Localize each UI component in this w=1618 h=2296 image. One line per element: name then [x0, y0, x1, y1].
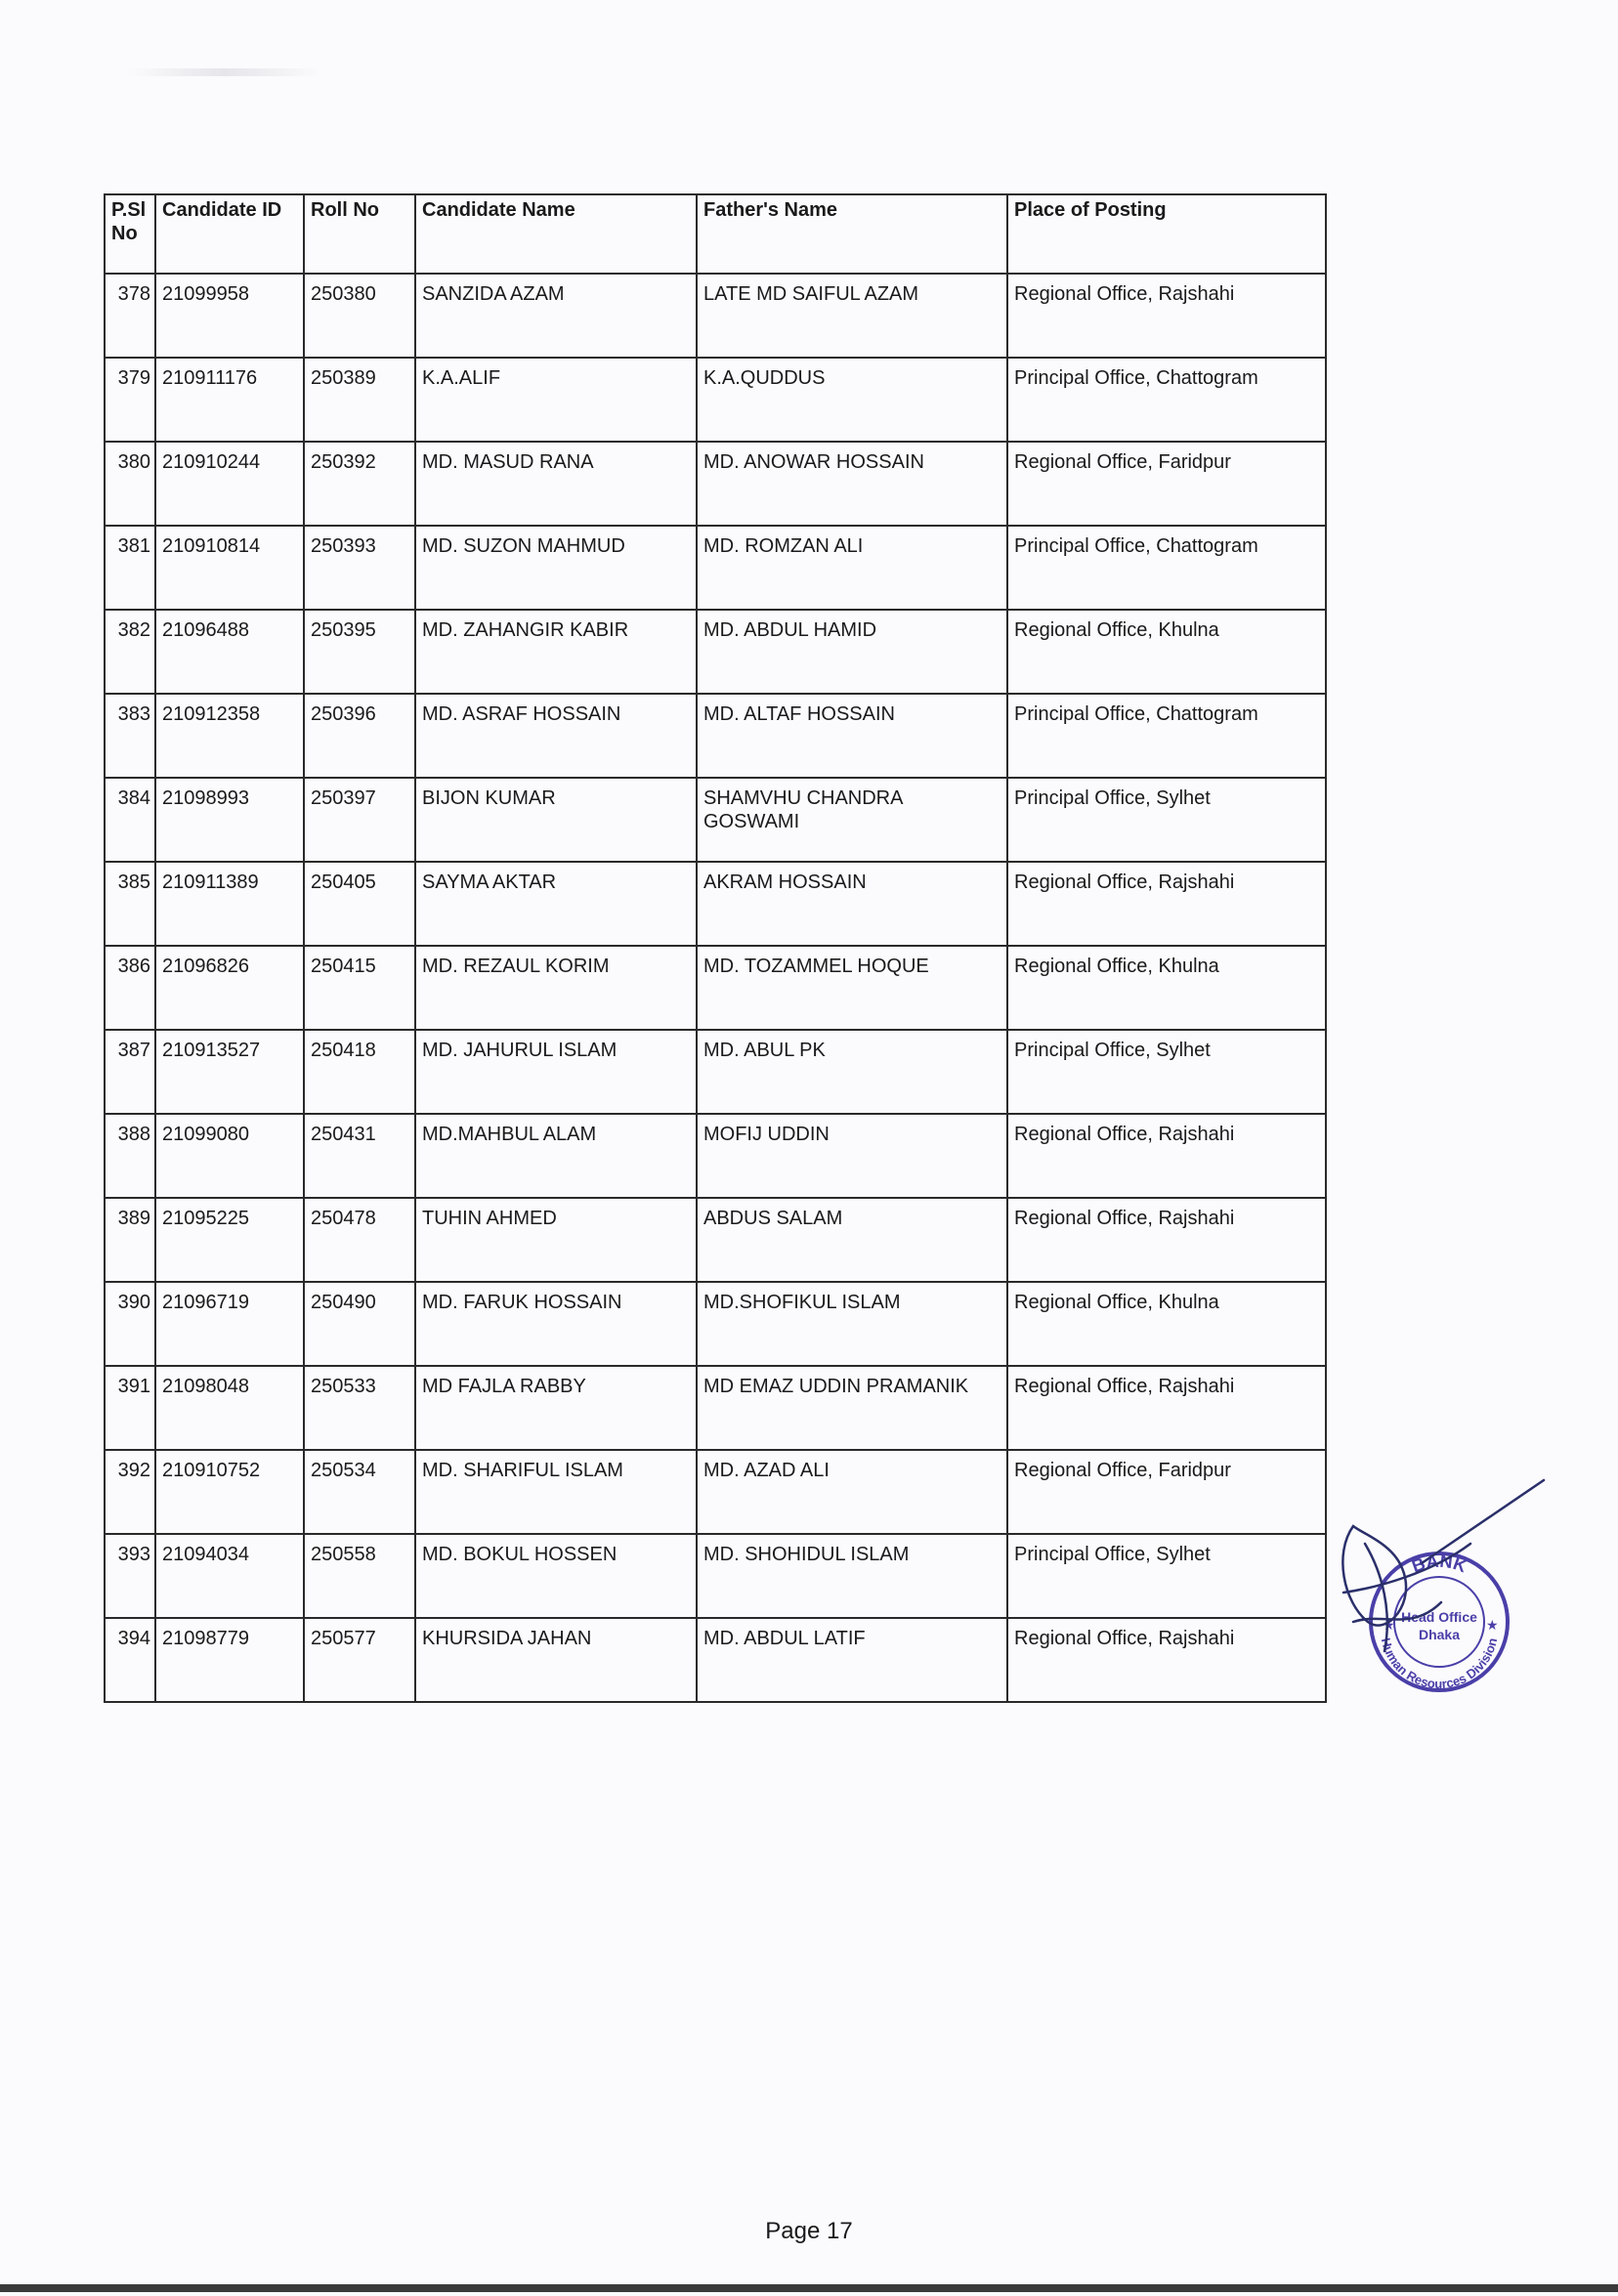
- cell-candidate-id: 210910752: [155, 1450, 304, 1534]
- cell-psl: 385: [105, 862, 155, 946]
- cell-psl: 381: [105, 526, 155, 610]
- table-row: [105, 610, 1326, 694]
- cell-roll-no: 250577: [304, 1618, 415, 1702]
- cell-candidate-name: SANZIDA AZAM: [415, 274, 697, 358]
- page-number: Page 17: [765, 2218, 853, 2244]
- cell-place-of-posting: Principal Office, Chattogram: [1007, 694, 1326, 778]
- cell-place-of-posting: Regional Office, Rajshahi: [1007, 862, 1326, 946]
- cell-roll-no: 250478: [304, 1198, 415, 1282]
- header-psl: P.Sl No: [105, 194, 155, 274]
- table-row: [105, 862, 1326, 946]
- table-row: [105, 442, 1326, 526]
- table-header-row: [105, 194, 1326, 274]
- cell-fathers-name: LATE MD SAIFUL AZAM: [697, 274, 1007, 358]
- cell-roll-no: 250415: [304, 946, 415, 1030]
- cell-candidate-name: MD. BOKUL HOSSEN: [415, 1534, 697, 1618]
- cell-fathers-name: AKRAM HOSSAIN: [697, 862, 1007, 946]
- cell-place-of-posting: Principal Office, Sylhet: [1007, 1534, 1326, 1618]
- header-candidate-id: Candidate ID: [155, 194, 304, 274]
- scan-smudge: [127, 68, 322, 76]
- cell-place-of-posting: Regional Office, Khulna: [1007, 946, 1326, 1030]
- header-candidate-name: Candidate Name: [415, 194, 697, 274]
- table-row: [105, 1030, 1326, 1114]
- cell-candidate-name: MD. FARUK HOSSAIN: [415, 1282, 697, 1366]
- cell-roll-no: 250490: [304, 1282, 415, 1366]
- cell-candidate-id: 210913527: [155, 1030, 304, 1114]
- stamp-star-left: ★: [1383, 1618, 1395, 1634]
- table-row: [105, 778, 1326, 862]
- cell-fathers-name: MD. ABUL PK: [697, 1030, 1007, 1114]
- header-fathers-name: Father's Name: [697, 194, 1007, 274]
- cell-roll-no: 250392: [304, 442, 415, 526]
- cell-candidate-name: MD. ASRAF HOSSAIN: [415, 694, 697, 778]
- table-row: [105, 274, 1326, 358]
- table-row: [105, 1282, 1326, 1366]
- cell-fathers-name: MD. AZAD ALI: [697, 1450, 1007, 1534]
- cell-place-of-posting: Regional Office, Khulna: [1007, 1282, 1326, 1366]
- cell-candidate-id: 210910814: [155, 526, 304, 610]
- cell-place-of-posting: Principal Office, Chattogram: [1007, 358, 1326, 442]
- cell-fathers-name: MD EMAZ UDDIN PRAMANIK: [697, 1366, 1007, 1450]
- cell-candidate-name: MD. MASUD RANA: [415, 442, 697, 526]
- cell-candidate-id: 21096826: [155, 946, 304, 1030]
- cell-place-of-posting: Principal Office, Sylhet: [1007, 778, 1326, 862]
- cell-candidate-id: 21098993: [155, 778, 304, 862]
- cell-roll-no: 250389: [304, 358, 415, 442]
- cell-candidate-name: SAYMA AKTAR: [415, 862, 697, 946]
- svg-text:Human Resources Division: [1379, 1637, 1501, 1691]
- stamp-top-text: BANK: [1409, 1551, 1469, 1577]
- cell-candidate-name: MD. SUZON MAHMUD: [415, 526, 697, 610]
- cell-place-of-posting: Regional Office, Khulna: [1007, 610, 1326, 694]
- table-row: [105, 1618, 1326, 1702]
- cell-place-of-posting: Regional Office, Rajshahi: [1007, 1114, 1326, 1198]
- cell-psl: 379: [105, 358, 155, 442]
- cell-candidate-id: 21099958: [155, 274, 304, 358]
- cell-candidate-name: MD. SHARIFUL ISLAM: [415, 1450, 697, 1534]
- cell-roll-no: 250558: [304, 1534, 415, 1618]
- cell-roll-no: 250533: [304, 1366, 415, 1450]
- cell-psl: 393: [105, 1534, 155, 1618]
- cell-candidate-id: 21095225: [155, 1198, 304, 1282]
- cell-roll-no: 250393: [304, 526, 415, 610]
- cell-psl: 380: [105, 442, 155, 526]
- cell-fathers-name: SHAMVHU CHANDRA GOSWAMI: [697, 778, 1007, 862]
- cell-candidate-id: 21096488: [155, 610, 304, 694]
- cell-place-of-posting: Regional Office, Rajshahi: [1007, 1198, 1326, 1282]
- cell-fathers-name: ABDUS SALAM: [697, 1198, 1007, 1282]
- cell-roll-no: 250395: [304, 610, 415, 694]
- cell-candidate-name: MD. ZAHANGIR KABIR: [415, 610, 697, 694]
- bank-seal-stamp: [1324, 1475, 1549, 1710]
- cell-roll-no: 250431: [304, 1114, 415, 1198]
- cell-place-of-posting: Principal Office, Sylhet: [1007, 1030, 1326, 1114]
- cell-candidate-id: 210912358: [155, 694, 304, 778]
- cell-candidate-id: 21099080: [155, 1114, 304, 1198]
- cell-fathers-name: MD. TOZAMMEL HOQUE: [697, 946, 1007, 1030]
- cell-psl: 378: [105, 274, 155, 358]
- cell-place-of-posting: Regional Office, Rajshahi: [1007, 1366, 1326, 1450]
- stamp-bottom-text: Human Resources Division: [1378, 1636, 1501, 1692]
- cell-candidate-id: 210911389: [155, 862, 304, 946]
- cell-psl: 383: [105, 694, 155, 778]
- stamp-center-line2: Dhaka: [1418, 1627, 1461, 1642]
- cell-candidate-id: 21096719: [155, 1282, 304, 1366]
- cell-psl: 390: [105, 1282, 155, 1366]
- cell-roll-no: 250396: [304, 694, 415, 778]
- cell-roll-no: 250380: [304, 274, 415, 358]
- cell-place-of-posting: Principal Office, Chattogram: [1007, 526, 1326, 610]
- cell-psl: 389: [105, 1198, 155, 1282]
- header-place-of-posting: Place of Posting: [1007, 194, 1326, 274]
- cell-place-of-posting: Regional Office, Faridpur: [1007, 442, 1326, 526]
- cell-candidate-id: 21098048: [155, 1366, 304, 1450]
- cell-fathers-name: MD. ABDUL HAMID: [697, 610, 1007, 694]
- table-body: [105, 274, 1326, 1702]
- cell-place-of-posting: Regional Office, Faridpur: [1007, 1450, 1326, 1534]
- cell-fathers-name: MD. ABDUL LATIF: [697, 1618, 1007, 1702]
- table-row: [105, 694, 1326, 778]
- cell-psl: 386: [105, 946, 155, 1030]
- table-row: [105, 1450, 1326, 1534]
- table-row: [105, 1366, 1326, 1450]
- cell-roll-no: 250534: [304, 1450, 415, 1534]
- cell-candidate-name: TUHIN AHMED: [415, 1198, 697, 1282]
- cell-candidate-name: MD FAJLA RABBY: [415, 1366, 697, 1450]
- cell-candidate-id: 21098779: [155, 1618, 304, 1702]
- table-row: [105, 1198, 1326, 1282]
- cell-fathers-name: K.A.QUDDUS: [697, 358, 1007, 442]
- cell-fathers-name: MD. ALTAF HOSSAIN: [697, 694, 1007, 778]
- cell-fathers-name: MOFIJ UDDIN: [697, 1114, 1007, 1198]
- cell-candidate-name: KHURSIDA JAHAN: [415, 1618, 697, 1702]
- cell-psl: 384: [105, 778, 155, 862]
- cell-candidate-id: 21094034: [155, 1534, 304, 1618]
- header-roll-no: Roll No: [304, 194, 415, 274]
- cell-place-of-posting: Regional Office, Rajshahi: [1007, 274, 1326, 358]
- table-row: [105, 946, 1326, 1030]
- cell-psl: 392: [105, 1450, 155, 1534]
- cell-psl: 387: [105, 1030, 155, 1114]
- cell-fathers-name: MD. ANOWAR HOSSAIN: [697, 442, 1007, 526]
- stamp-star-right: ★: [1486, 1618, 1499, 1634]
- cell-fathers-name: MD. ROMZAN ALI: [697, 526, 1007, 610]
- cell-candidate-id: 210911176: [155, 358, 304, 442]
- cell-roll-no: 250405: [304, 862, 415, 946]
- cell-fathers-name: MD. SHOHIDUL ISLAM: [697, 1534, 1007, 1618]
- cell-candidate-name: MD. REZAUL KORIM: [415, 946, 697, 1030]
- cell-candidate-name: K.A.ALIF: [415, 358, 697, 442]
- cell-place-of-posting: Regional Office, Rajshahi: [1007, 1618, 1326, 1702]
- cell-psl: 391: [105, 1366, 155, 1450]
- candidate-posting-table: [104, 193, 1327, 1703]
- cell-psl: 394: [105, 1618, 155, 1702]
- stamp-center-line1: Head Office: [1401, 1609, 1477, 1625]
- cell-roll-no: 250418: [304, 1030, 415, 1114]
- table-row: [105, 1114, 1326, 1198]
- cell-candidate-name: MD.MAHBUL ALAM: [415, 1114, 697, 1198]
- table-row: [105, 526, 1326, 610]
- table-row: [105, 1534, 1326, 1618]
- cell-candidate-id: 210910244: [155, 442, 304, 526]
- cell-psl: 388: [105, 1114, 155, 1198]
- cell-candidate-name: BIJON KUMAR: [415, 778, 697, 862]
- cell-candidate-name: MD. JAHURUL ISLAM: [415, 1030, 697, 1114]
- cell-fathers-name: MD.SHOFIKUL ISLAM: [697, 1282, 1007, 1366]
- table-row: [105, 358, 1326, 442]
- cell-psl: 382: [105, 610, 155, 694]
- cell-roll-no: 250397: [304, 778, 415, 862]
- bottom-border: [0, 2284, 1618, 2292]
